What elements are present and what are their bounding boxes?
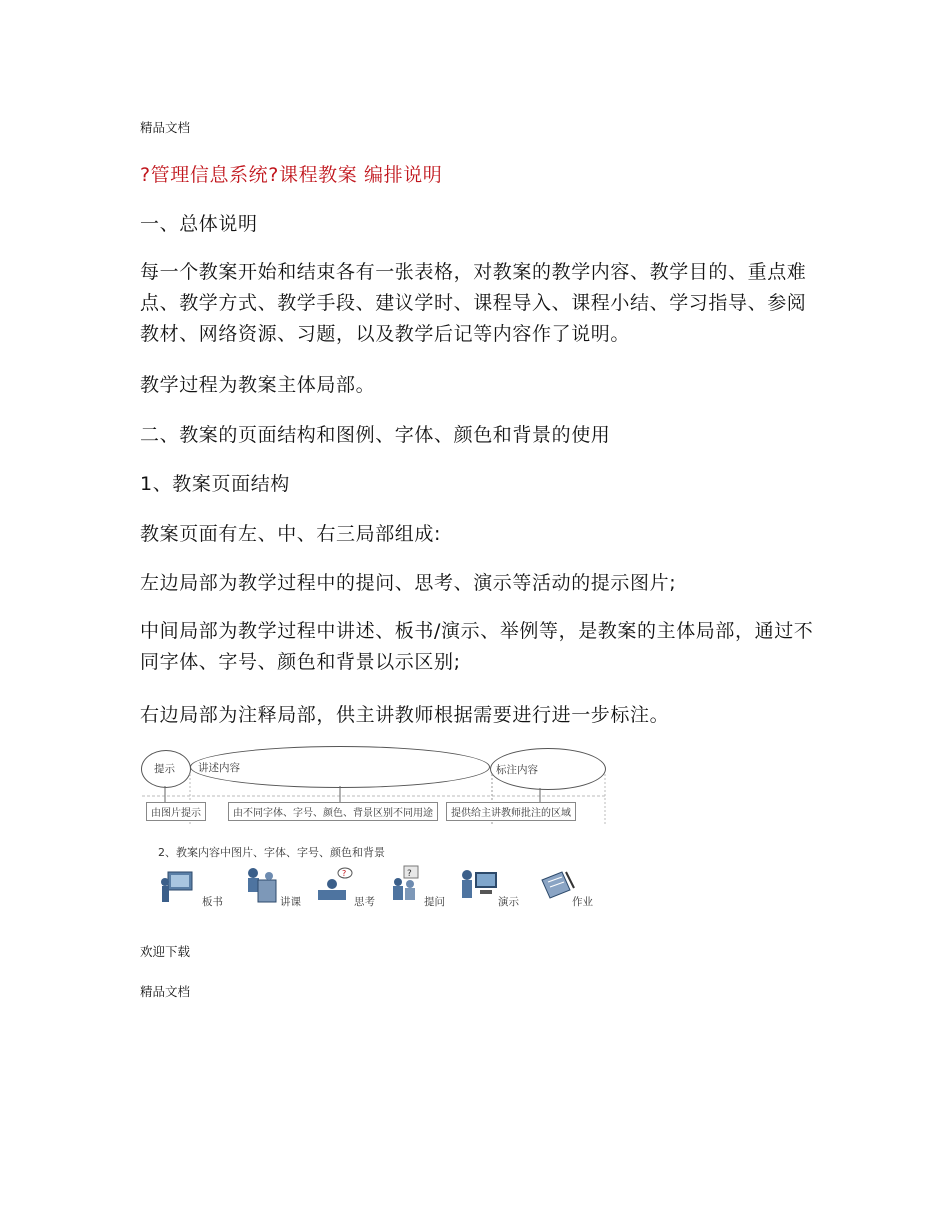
blackboard-label: 板书	[202, 896, 223, 908]
lecture-icon	[240, 866, 280, 904]
font-style-box: 由不同字体、字号、颜色、背景区别不同用途	[228, 802, 438, 821]
document-title: ?管理信息系统?课程教案 编排说明	[140, 164, 443, 186]
think-icon	[314, 866, 354, 904]
page-header: 精品文档	[140, 120, 191, 135]
lecture-label: 讲课	[280, 896, 301, 908]
svg-text:?: ?	[407, 869, 412, 879]
section-2-subheading: 1、教案页面结构	[140, 473, 290, 495]
annotation-label: 标注内容	[496, 764, 538, 776]
middle-part-description: 中间局部为教学过程中讲述、板书/演示、举例等，是教案的主体局部，通过不同字体、字号、颜色和背景以示区别;	[140, 620, 814, 673]
section-1-paragraph-2: 教学过程为教案主体局部。	[140, 374, 376, 396]
section-2-heading: 二、教案的页面结构和图例、字体、颜色和背景的使用	[140, 424, 611, 446]
svg-text:?: ?	[342, 869, 347, 878]
page-footer: 欢迎下载	[140, 944, 191, 959]
think-label: 思考	[354, 896, 375, 908]
left-part-description: 左边局部为教学过程中的提问、思考、演示等活动的提示图片;	[140, 572, 677, 594]
content-label: 讲述内容	[198, 762, 240, 774]
next-page-header: 精品文档	[140, 984, 191, 999]
right-part-description: 右边局部为注释局部，供主讲教师根据需要进行进一步标注。	[140, 704, 670, 726]
homework-label: 作业	[572, 896, 593, 908]
figure-caption: 2、教案内容中图片、字体、字号、颜色和背景	[158, 846, 385, 859]
section-1-paragraph: 每一个教案开始和结束各有一张表格，对教案的教学内容、教学目的、重点难点、教学方式、教学手段、建议学时、课程导入、课程小结、学习指导、参阅教材、网络资源、习题，以及教学后记等内容作了说明。	[140, 261, 807, 345]
hint-label: 提示	[154, 763, 175, 775]
page-structure-figure	[140, 744, 610, 914]
annotation-area-box: 提供给主讲教师批注的区域	[446, 802, 576, 821]
question-label: 提问	[424, 896, 445, 908]
question-icon	[390, 864, 424, 904]
structure-intro: 教案页面有左、中、右三局部组成:	[140, 523, 442, 545]
picture-hint-box: 由图片提示	[146, 802, 206, 821]
blackboard-icon	[158, 868, 196, 904]
demo-computer-icon	[458, 866, 502, 904]
demo-label: 演示	[498, 896, 519, 908]
section-1-heading: 一、总体说明	[140, 213, 258, 235]
